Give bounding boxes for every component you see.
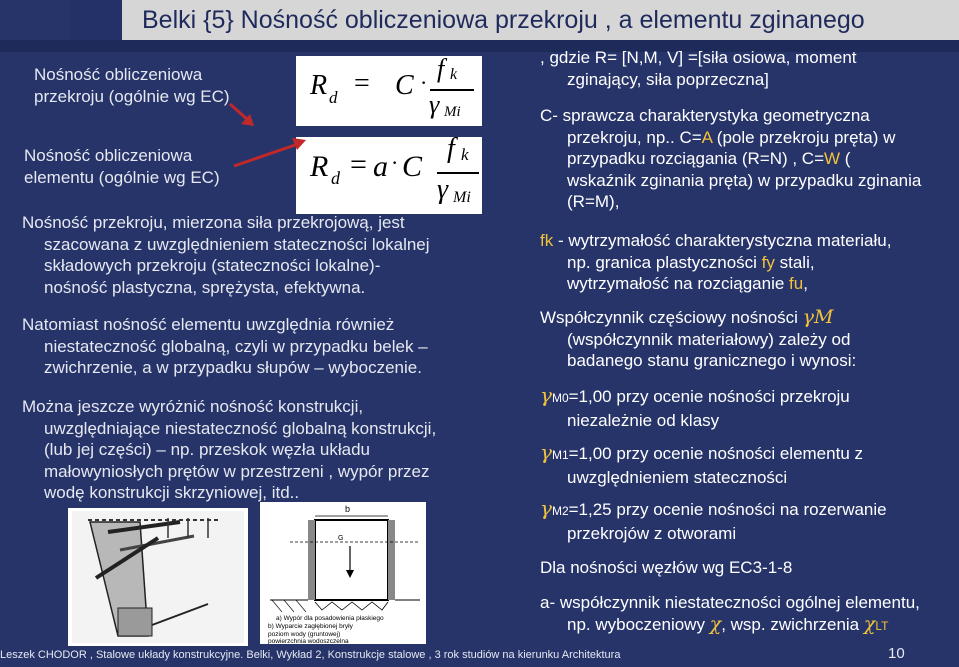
text-span: - wytrzymałość charakterystyczna materiału, [553,231,892,250]
text-line: uwzględnieniem stateczności [567,467,788,487]
intro-text [540,47,857,90]
formula-gamma-sub: Mi [453,189,471,206]
formula-fk: f [447,133,455,164]
text-line: (współczynnik materiałowy) zależy od [567,329,851,349]
text-span: przypadku rozciągania (R=N) , C= [567,149,825,168]
paragraph-element-capacity [22,314,428,379]
figure-caption-d: powierzchnia wodoszczelna [268,638,349,644]
figure-caption-a: a) Wypór dla posadowienia płaskiego [276,615,384,622]
joints-note: Dla nośności węzłów wg EC3-1-8 [540,558,793,577]
formula-c: C [402,150,423,183]
formula-r-sub: d [331,168,340,188]
fk-symbol: fk [540,231,554,250]
text-line: Można jeszcze wyróżnić nośność konstrukcji, [22,397,364,416]
text-span: , [803,274,808,293]
text-span: stali, [774,252,815,272]
text-line: (lub jej części) – np. przeskok węzła układu [44,440,370,459]
a-definition [540,592,920,637]
text-span: np. granica plastyczności [567,252,762,272]
text-line: przekrojów z otworami [567,523,737,543]
section-capacity-label [34,64,230,107]
text-span: np. wyboczeniowy [567,614,710,634]
text-line: , gdzie R= [N,M, V] =[siła osiowa, moment [540,48,857,67]
formula-r-sub: d [329,88,338,107]
fu-symbol: fu [789,274,804,293]
formula-eq: = [350,148,367,181]
formula-dot: · [391,150,399,175]
chi-symbol: χ [709,612,722,635]
text-line [540,230,891,252]
text-line [540,148,921,170]
text-line [540,385,850,410]
formula-r: R [310,70,328,101]
text-line: (R=M), [567,192,620,211]
formula-dot: · [420,70,428,95]
text-line: wskaźnik zginania pręta) w przypadku zginania [567,170,922,190]
text-line [540,614,920,638]
text-span: , wsp. zwichrzenia [721,614,864,634]
text-span: =1,00 przy ocenie nośności elementu z [568,444,863,463]
formula-eq: = [354,68,370,99]
text-line: składowych przekroju (stateczności lokalne)- [44,256,381,275]
formula-fk: f [437,54,445,83]
label-line: elementu (ogólnie wg EC) [24,167,220,187]
text-line: C- sprawcza charakterystyka geometryczna [540,106,870,125]
formula-c: C [395,70,414,101]
text-span: Współczynnik częściowy nośności [540,308,803,327]
element-capacity-label [24,145,220,188]
text-span: przekroju, np.. C= [567,127,702,147]
text-line: wodę konstrukcji skrzyniowej, itd.. [44,483,300,502]
formula-element [296,133,482,214]
text-line: szacowana z uwzględnieniem stateczności lokalnej [44,234,430,254]
buoyancy-figure [260,502,426,644]
arrows-graphic [226,100,316,175]
gamma-icon: γ [540,383,552,407]
arrow-line [234,144,298,166]
text-line [540,252,891,274]
label-line: przekroju (ogólnie wg EC) [34,86,230,106]
text-line: Natomiast nośność elementu uwzględnia również [22,315,395,334]
text-line: badanego stanu granicznego i wynosi: [567,351,857,370]
gamma-m1-row [540,442,863,488]
fy-symbol: fy [761,252,775,272]
formula-gamma-sub: Mi [444,104,461,120]
formula-fk-sub: k [450,66,458,83]
snap-through-figure [68,508,248,646]
chi-lt-sub: LT [875,618,889,633]
title-bar [122,0,959,40]
text-line: Nośność przekroju, mierzona siła przekrojową, jest [22,213,405,232]
paragraph-section-capacity [22,212,430,298]
gamma-m2-row [540,498,887,544]
text-span: =1,00 przy ocenie nośności przekroju [568,387,850,406]
text-line: niestateczność globalną, czyli w przypadku belek – [44,336,428,356]
chi-lt-symbol: χ [863,612,876,635]
formula-fk-sub: k [461,145,469,164]
figure-caption-b: b) Wyparcie zagłębionej bryły [268,623,353,630]
text-line: małowyniosłych prętów w przestrzeni , wypór przez [44,461,430,481]
truss-diagram [68,508,248,646]
formula-gamma: γ [429,90,440,119]
text-line [540,498,887,523]
text-line: zginający, siła poprzeczna] [567,69,769,89]
fk-definition [540,230,891,295]
gamma-sub: M1 [551,448,569,462]
text-span: =1,25 przy ocenie nośności na rozerwanie [568,500,887,519]
gamma-icon: γ [540,496,552,520]
text-span: ( [840,149,851,168]
arrow-line [230,104,248,120]
gamma-icon: γ [540,440,552,464]
area-symbol: A [701,127,713,147]
title-accent-strip [70,0,122,40]
text-line: nośność plastyczna, sprężysta, efektywna. [44,277,366,297]
slide-title: Belki {5} Nośność obliczeniowa przekroju , a elementu zginanego [142,6,865,34]
text-line [540,307,856,329]
text-line [540,127,921,149]
dimension-b: b [345,504,351,514]
gamma-sub: M0 [551,391,569,405]
label-line: Nośność obliczeniowa [34,65,203,84]
text-line [540,273,891,295]
partial-factor-definition [540,307,856,372]
weight-label: G [338,535,344,542]
footer-text: Leszek CHODOR , Stalowe układy konstrukcyjne. Belki, Wykład 2, Konstrukcje stalowe , 3 rok studiów na kierunku Architektura [0,649,621,661]
gamma-m0-row [540,385,850,431]
text-line: a- współczynnik niestateczności ogólnej elementu, [540,593,920,612]
formula-gamma: γ [437,174,449,205]
page-number: 10 [888,645,905,662]
c-definition [540,105,921,213]
text-span: (pole przekroju pręta) w [712,127,896,147]
paragraph-structure-capacity [22,396,436,504]
figure-caption-c: poziom wody (gruntowej) [268,631,341,638]
text-line: niezależnie od klasy [567,410,720,430]
formula-r: R [310,150,329,183]
text-span: wytrzymałość na rozciąganie [567,274,790,293]
text-line: zwichrzenie, a w przypadku słupów – wyboczenie. [44,358,422,377]
gamma-sub: M2 [551,504,569,518]
formula-a: a [373,150,388,183]
label-line: Nośność obliczeniowa [24,146,193,165]
text-line [540,442,863,467]
gamma-m-symbol: γM [802,306,834,328]
buoyancy-diagram [260,502,426,644]
text-line: uwzględniające niestateczność globalną konstrukcji, [44,418,437,438]
formula-section [296,56,482,126]
section-modulus-symbol: W [824,149,841,168]
